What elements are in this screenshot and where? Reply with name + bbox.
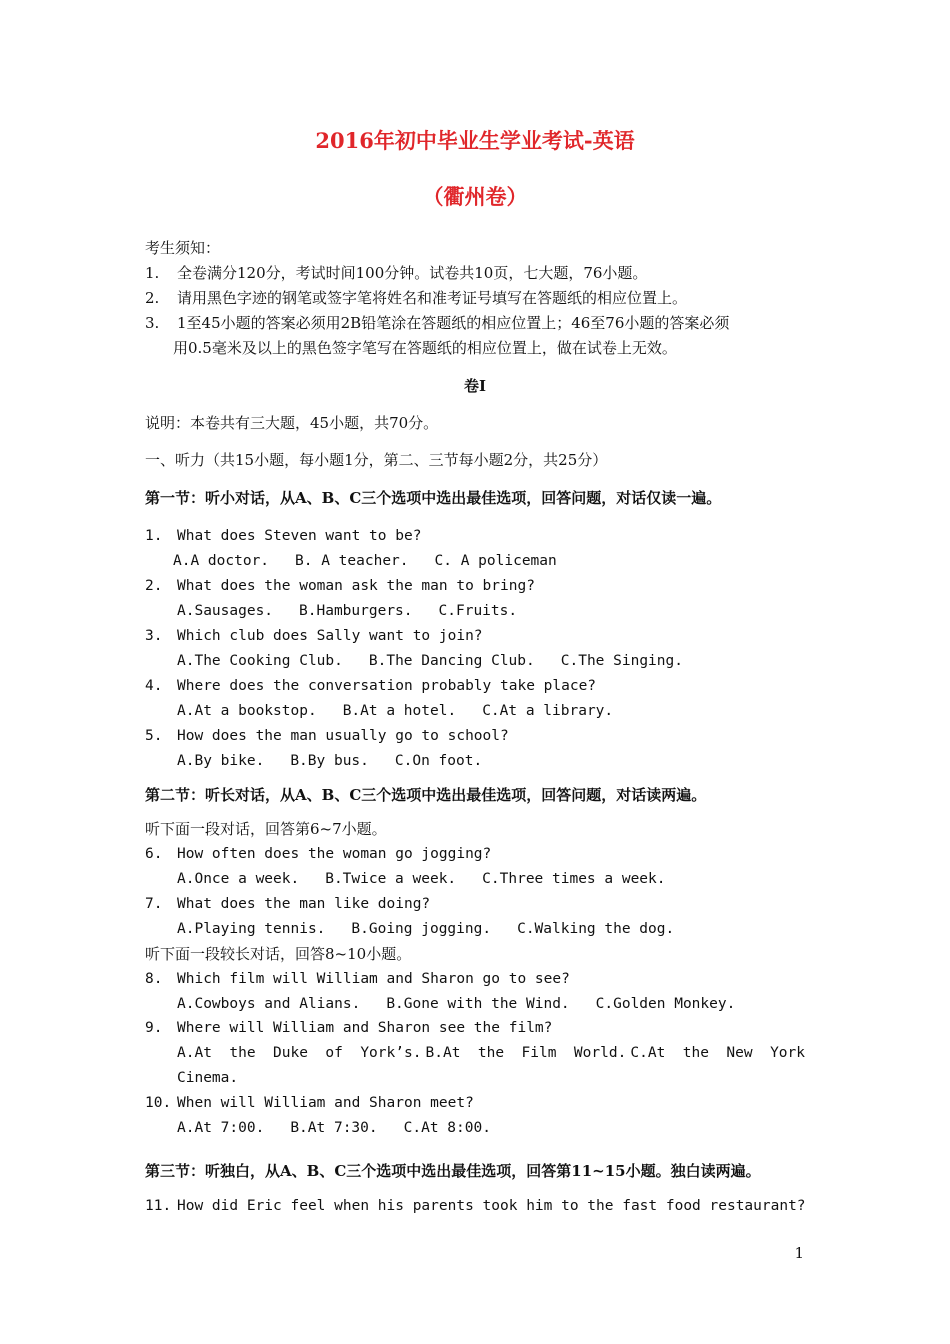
option: B.Gone with the Wind. <box>386 996 570 1012</box>
volume-note: 说明：本卷共有三大题，45小题，共70分。 <box>145 414 439 432</box>
question: 8. Which film will William and Sharon go to see? <box>145 971 570 987</box>
notice-item: 1. 全卷满分120分，考试时间100分钟。试卷共10页，七大题，76小题。 <box>145 264 648 282</box>
question: 7. What does the man like doing? <box>145 896 431 912</box>
option: B.Going jogging. <box>351 921 492 937</box>
option: B.The Dancing Club. <box>368 653 535 669</box>
question-options <box>177 869 842 889</box>
option: B.By bus. <box>290 753 369 769</box>
question-options <box>177 601 842 621</box>
question: 3. Which club does Sally want to join? <box>145 628 483 644</box>
notice-item: 2. 请用黑色字迹的钢笔或签字笔将姓名和准考证号填写在答题纸的相应位置上。 <box>145 289 688 307</box>
section-heading: 第三节：听独白，从A、B、C三个选项中选出最佳选项，回答第11~15小题。独白读两遍。 <box>145 1162 761 1180</box>
notice-item-continued: 用0.5毫米及以上的黑色签字笔写在答题纸的相应位置上，做在试卷上无效。 <box>173 339 677 357</box>
option: B. A teacher. <box>295 553 409 569</box>
question: 4. Where does the conversation probably take place? <box>145 678 597 694</box>
option: B.Hamburgers. <box>299 603 413 619</box>
option: B.Twice a week. <box>325 871 457 887</box>
page-subtitle: （衢州卷） <box>422 184 528 209</box>
section-intro: 听下面一段对话，回答第6~7小题。 <box>145 820 387 838</box>
question-options <box>177 919 842 939</box>
notice-item: 3. 1至45小题的答案必须用2B铅笔涂在答题纸的相应位置上；46至76小题的答案必须 <box>145 314 730 332</box>
question-options <box>177 1043 842 1063</box>
option: A.A doctor. <box>173 553 270 569</box>
option: C.The Singing. <box>560 653 683 669</box>
option: C.Golden Monkey. <box>595 996 736 1012</box>
option: C.Fruits. <box>438 603 518 619</box>
question: 9. Where will William and Sharon see the film? <box>145 1020 553 1036</box>
question-options <box>177 751 842 771</box>
option: A.At the Duke of York’s. <box>177 1045 422 1061</box>
option: C. A policeman <box>434 553 557 569</box>
question: 10. When will William and Sharon meet? <box>145 1095 474 1111</box>
option: A.Playing tennis. <box>177 921 326 937</box>
option: C.On foot. <box>394 753 483 769</box>
question: 5. How does the man usually go to school? <box>145 728 509 744</box>
part-heading: 一、听力（共15小题，每小题1分，第二、三节每小题2分，共25分） <box>145 451 608 469</box>
question: 1. What does Steven want to be? <box>145 528 422 544</box>
option: A.Sausages. <box>177 603 274 619</box>
option-continued: Cinema. <box>177 1070 239 1086</box>
question-options <box>177 651 842 671</box>
option: C.At 8:00. <box>403 1120 491 1136</box>
question: 6. How often does the woman go jogging? <box>145 846 492 862</box>
option: A.Once a week. <box>177 871 300 887</box>
option: C.Three times a week. <box>482 871 666 887</box>
section-intro: 听下面一段较长对话，回答8~10小题。 <box>145 945 412 963</box>
question-options <box>177 701 842 721</box>
question-options <box>177 1118 842 1138</box>
section-heading: 第二节：听长对话，从A、B、C三个选项中选出最佳选项，回答问题，对话读两遍。 <box>145 786 707 804</box>
section-heading: 第一节：听小对话，从A、B、C三个选项中选出最佳选项，回答问题，对话仅读一遍。 <box>145 489 722 507</box>
question: 11. How did Eric feel when his parents took him to the fast food restaurant? <box>145 1198 806 1214</box>
option: A.The Cooking Club. <box>177 653 343 669</box>
option: A.At a bookstop. <box>177 703 317 719</box>
page-title: 2016年初中毕业生学业考试-英语 <box>315 128 635 153</box>
option: B.At the Film World. <box>425 1045 627 1061</box>
page-number: 1 <box>794 1244 804 1262</box>
option: A.By bike. <box>177 753 265 769</box>
option: C.Walking the dog. <box>517 921 675 937</box>
option: A.At 7:00. <box>177 1120 265 1136</box>
question-options <box>177 994 842 1014</box>
question-options <box>173 551 838 571</box>
question: 2. What does the woman ask the man to bring? <box>145 578 535 594</box>
notice-heading: 考生须知： <box>145 239 221 257</box>
option: C.At a library. <box>482 703 614 719</box>
option: A.Cowboys and Alians. <box>177 996 361 1012</box>
option: C.At the New York <box>630 1045 805 1061</box>
option: B.At a hotel. <box>342 703 457 719</box>
option: B.At 7:30. <box>290 1120 378 1136</box>
volume-label: 卷Ⅰ <box>463 377 487 395</box>
